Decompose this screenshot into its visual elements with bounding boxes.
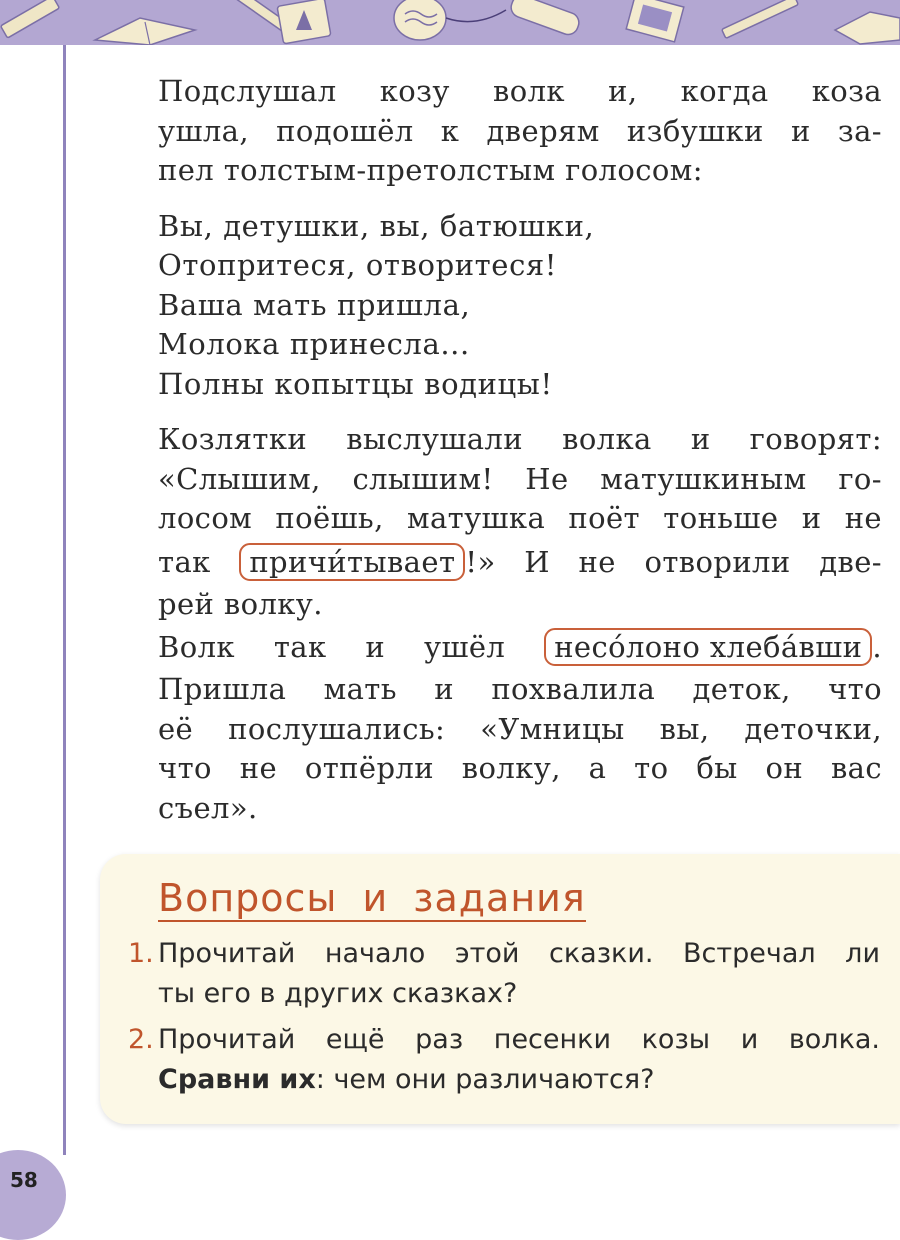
left-margin (0, 45, 64, 1200)
text-line (158, 539, 882, 585)
text-line: что не отпёрли волку, а то бы он вас (158, 751, 882, 785)
book-icon (95, 18, 195, 45)
text-line: «Слышим, слышим! Не матушкиным го- (158, 461, 882, 496)
questions-panel (100, 854, 900, 1124)
text-line: ушла, подошёл к дверям избушки и за- (158, 113, 882, 148)
vocabulary-word-box: причи́тывает (239, 543, 465, 581)
story-paragraph-1 (158, 72, 882, 191)
question-number: 1. (128, 938, 154, 969)
question-text (158, 1020, 880, 1100)
verse-line: Вы, детушки, вы, батюшки, (158, 208, 595, 243)
text-line: рей волку. (158, 586, 323, 621)
story-paragraph-3 (158, 624, 882, 670)
story-paragraph-4 (158, 670, 882, 828)
line-text: !» И не отворили две- (465, 544, 882, 579)
text-line: Козлятки выслушали волка и говорят: (158, 422, 882, 456)
text-line (158, 1060, 880, 1100)
text-line: ты его в других сказках? (158, 978, 518, 1009)
margin-rule (63, 45, 66, 1155)
figure-card-icon (277, 0, 331, 44)
question-item-2 (128, 1020, 880, 1100)
tablet-icon (394, 0, 506, 40)
text-line (158, 624, 882, 670)
question-text (158, 934, 880, 1014)
verse-line: Полны копытцы водицы! (158, 366, 553, 401)
questions-title: Вопросы и задания (158, 876, 586, 920)
pencil-icon (722, 0, 799, 38)
text-line: лосом поёшь, матушка поёт тоньше и не (158, 501, 882, 535)
verse-line: Молока принесла... (158, 327, 470, 361)
line-text: . (872, 630, 882, 664)
vocabulary-phrase-box: несо́лоно хлеба́вши (544, 628, 872, 666)
question-number: 2. (128, 1024, 154, 1055)
stamp-card-icon (626, 0, 684, 42)
header-decoration-band (0, 0, 900, 45)
line-text: так (158, 544, 211, 579)
scroll-icon (508, 0, 581, 37)
story-paragraph-2 (158, 420, 882, 624)
text-line: Прочитай ещё раз песенки козы и волка. (158, 1024, 880, 1055)
story-text (158, 72, 882, 828)
text-line: Подслушал козу волк и, когда коза (158, 74, 882, 108)
verse-line: Отопритеся, отворитеся! (158, 248, 558, 282)
verse-line: Ваша мать пришла, (158, 287, 471, 322)
line-text: Волк так и ушёл (158, 630, 506, 664)
book-icon (835, 12, 900, 44)
line-text: : чем они различаются? (315, 1064, 655, 1095)
header-illustration (0, 0, 900, 45)
wolf-song (158, 207, 882, 405)
text-line: Прочитай начало этой сказки. Встречал ли (158, 938, 880, 969)
text-line: её послушались: «Умницы вы, деточки, (158, 711, 882, 746)
pencil-icon (1, 0, 60, 38)
question-item-1 (128, 934, 880, 1014)
page-number: 58 (10, 1168, 38, 1192)
text-line: Пришла мать и похвалила деток, что (158, 672, 882, 706)
text-line: съел». (158, 790, 258, 825)
emphasis-text: Сравни их (158, 1064, 316, 1095)
text-line: пел толстым-претолстым голосом: (158, 153, 703, 187)
